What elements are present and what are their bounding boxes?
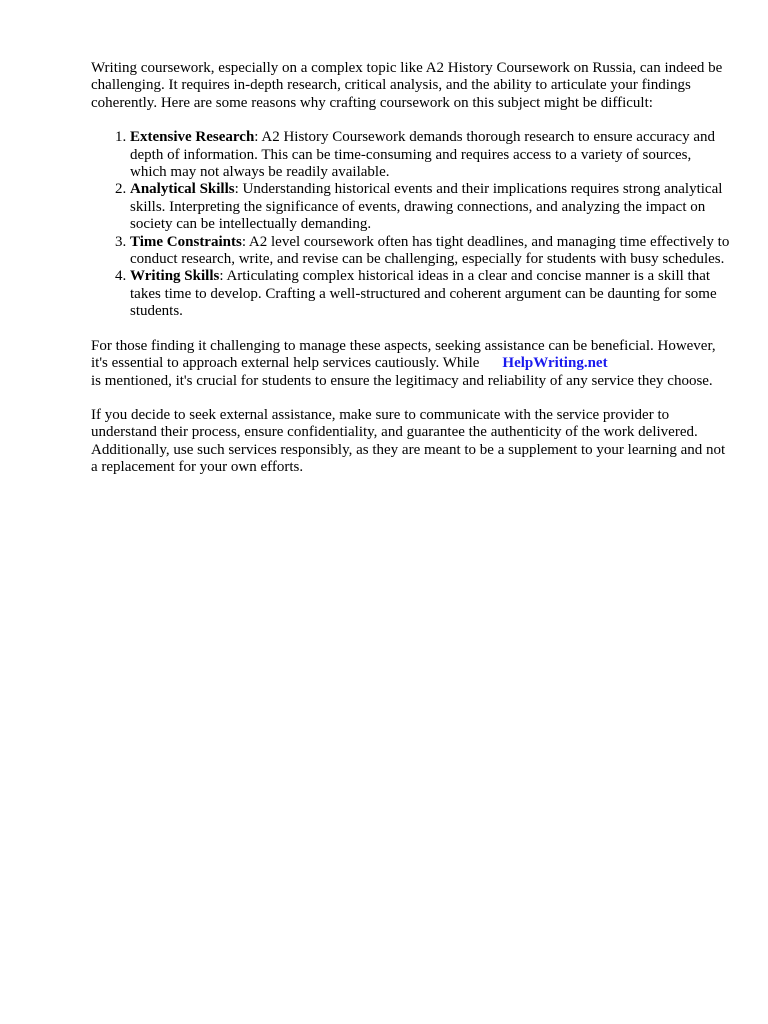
document-page — [91, 60, 731, 494]
term-extensive-research: Extensive Research — [130, 129, 255, 146]
list-item-extensive-research — [130, 129, 731, 181]
reasons-list — [91, 129, 731, 320]
reason-text-writing-skills: Articulating complex historical ideas in a clear and concise manner is a skill that takes time to develop. Crafting a well-structured and coherent argument can be daunting for some students. — [130, 268, 717, 320]
reason-text-analytical-skills: Understanding historical events and their implications requires strong analytical skills. Interpreting the significance of events, drawing connections, and analyzing the impact on society can be intellectually demanding. — [130, 181, 723, 233]
term-writing-skills: Writing Skills — [130, 268, 220, 285]
closing-paragraph: If you decide to seek external assistance, make sure to communicate with the service provider to understand their process, ensure confidentiality, and guarantee the authenticity of the work delivered. Additionally, use such services responsibly, as they are meant to be a supplement to your learning and not a replacement for your own efforts. — [91, 406, 726, 476]
term-separator: : — [234, 181, 243, 198]
reason-text-extensive-research: A2 History Coursework demands thorough research to ensure accuracy and depth of information. This can be time-consuming and requires access to a variety of sources, which may not always be readily available. — [130, 129, 715, 181]
intro-paragraph: Writing coursework, especially on a complex topic like A2 History Coursework on Russia, can indeed be challenging. It requires in-depth research, critical analysis, and the ability to articulate your findings coherently. Here are some reasons why crafting coursework on this subject might be difficult: — [91, 60, 723, 111]
list-item-time-constraints — [130, 234, 731, 269]
term-separator: : — [219, 268, 227, 285]
assistance-text-after: is mentioned, it's crucial for students to ensure the legitimacy and reliability of any service they choose. — [91, 372, 713, 389]
list-item-writing-skills — [130, 268, 731, 320]
list-item-analytical-skills — [130, 181, 731, 233]
term-separator: : — [241, 233, 249, 250]
term-analytical-skills: Analytical Skills — [130, 181, 235, 198]
term-time-constraints: Time Constraints — [130, 233, 242, 250]
term-separator: : — [254, 129, 262, 146]
reason-text-time-constraints: A2 level coursework often has tight deadlines, and managing time effectively to conduct research, write, and revise can be challenging, especially for students with busy schedules. — [130, 233, 730, 268]
assistance-paragraph — [91, 338, 731, 390]
helpwriting-link[interactable]: HelpWriting.net — [502, 355, 608, 372]
assistance-text-before: For those finding it challenging to manage these aspects, seeking assistance can be beneficial. However, it's essential to approach external help services cautiously. While — [91, 337, 716, 372]
